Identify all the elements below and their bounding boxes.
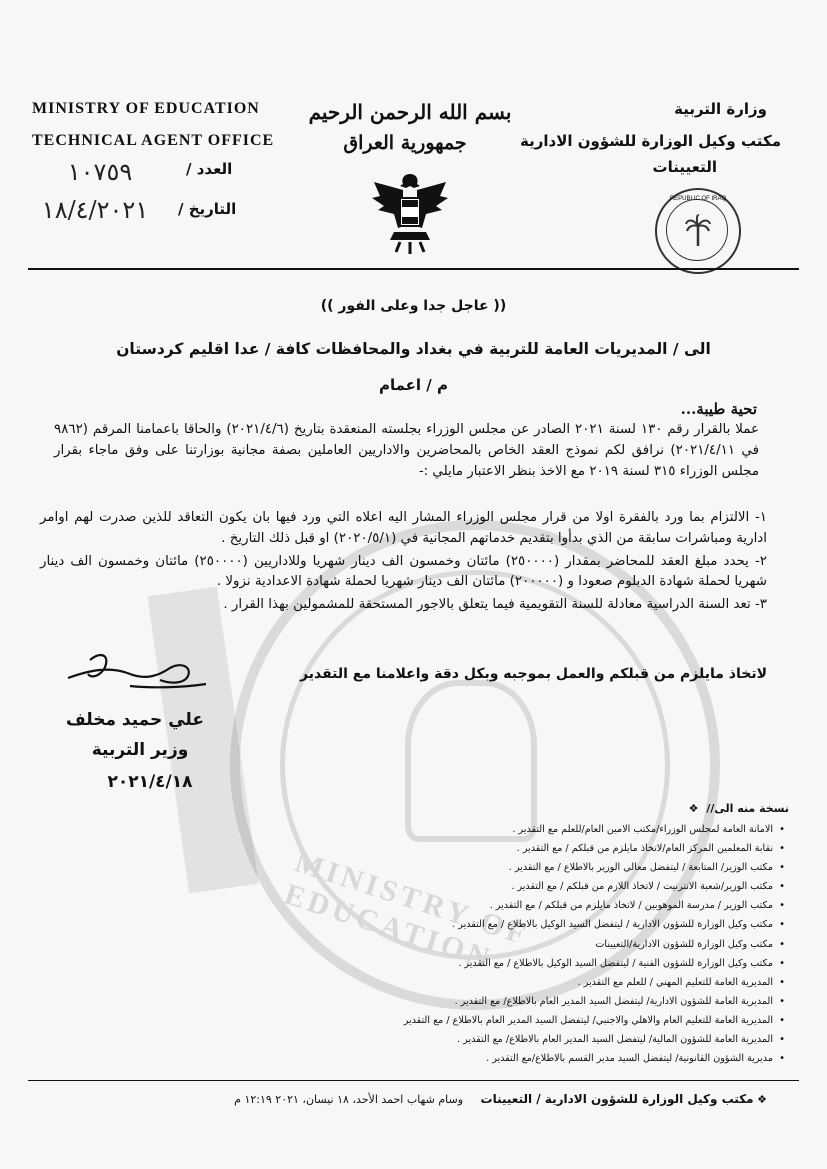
- watermark-emblem: [405, 680, 537, 842]
- date-handwritten: ١٨/٤/٢٠٢١: [41, 196, 149, 224]
- copy-recipient: • مكتب وكيل الوزارة للشؤون الفنية / ليتفضل السيد الوكيل بالاطلاع / مع التقدير .: [404, 954, 785, 973]
- closing-line: لاتخاذ مايلزم من قبلكم والعمل بموجبه وبكل دقة واعلامنا مع التقدير: [300, 666, 767, 682]
- footer-divider: [28, 1080, 799, 1081]
- copy-recipient: • نقابة المعلمين المركز العام/لاتخاذ مايلزم من قبلكم / مع التقدير .: [404, 839, 785, 858]
- copy-recipient: • مديرية الشؤون القانونية/ ليتفضل السيد مدير القسم بالاطلاع/مع التقدير .: [404, 1049, 785, 1068]
- signer-date: ٢٠٢١/٤/١٨: [107, 772, 193, 792]
- copy-recipient: • الامانة العامة لمجلس الوزراء/مكتب الامين العام/للعلم مع التقدير .: [404, 820, 785, 839]
- republic-of-iraq: جمهورية العراق: [343, 132, 467, 154]
- copies-heading: [689, 802, 789, 815]
- basmala: بسم الله الرحمن الرحيم: [308, 100, 512, 124]
- greeting: تحية طيبة...: [680, 400, 757, 418]
- intro-paragraph: عملا بالقرار رقم ١٣٠ لسنة ٢٠٢١ الصادر عن مجلس الوزراء بجلسته المنعقدة بتاريخ (٢٠٢١/٤/٦) والحاقا باعمامنا المرقم (٩٨٦٢ في ٢٠٢١/٤/١١) نرافق لكم نموذج العقد الخاص بالمحاضرين والاداريين العاملين بصفة مجانية بوزارتنا على وفق ماجاء بقرار مجلس الوزراء ٣١٥ لسنة ٢٠١٩ مع الاخذ بنظر الاعتبار مايلي :-: [54, 422, 759, 479]
- header-divider: [28, 268, 799, 270]
- en-office-title: TECHNICAL AGENT OFFICE: [32, 132, 275, 149]
- ministry-seal-text: REPUBLIC OF IRAQ: [669, 196, 727, 202]
- footer-office: مكتب وكيل الوزارة للشؤون الادارية / التعيينات: [480, 1092, 754, 1106]
- copy-recipient: • المديرية العامة للشؤون الادارية/ ليتفضل السيد المدير العام بالاطلاع/ مع التقدير .: [404, 992, 785, 1011]
- copies-list: [404, 820, 785, 1068]
- condition-item: ٣- تعد السنة الدراسية معادلة للسنة التقويمية فيما يتعلق بالاجور المستحقة للمشمولين بهذا القرار .: [223, 597, 767, 613]
- diamond-bullet-icon: ❖: [757, 1093, 767, 1106]
- watermark-text: MINISTRY OF EDUCATION: [280, 845, 533, 977]
- urgent-notice: (( عاجل جدا وعلى الفور )): [320, 298, 507, 314]
- footer-line: [234, 1092, 767, 1106]
- signer-title: وزير التربية: [91, 740, 189, 760]
- copy-recipient: • المديرية العامة للشؤون المالية/ ليتفضل السيد المدير العام بالاطلاع/ مع التقدير .: [404, 1030, 785, 1049]
- copy-recipient: • مكتب وكيل الوزارة للشؤون الادارية/التعيينات: [404, 935, 785, 954]
- en-ministry-title: MINISTRY OF EDUCATION: [32, 100, 260, 117]
- number-label: العدد /: [186, 160, 233, 178]
- number-handwritten: ١٠٧٥٩: [67, 158, 133, 186]
- iraq-eagle-emblem: [370, 168, 450, 256]
- ar-ministry-title: وزارة التربية: [674, 100, 767, 118]
- copy-recipient: • المديرية العامة للتعليم المهني / للعلم مع التقدير .: [404, 973, 785, 992]
- condition-item: ٢- يحدد مبلغ العقد للمحاضر بمقدار (٢٥٠٠٠٠) مائتان وخمسون الف دينار شهريا وللاداريين (٢٥٠٠٠٠) مائتان وخمسون الف دينار شهريا لحملة شهادة الدبلوم صعودا و (٢٠٠٠٠٠) مائتان الف دينار شهريا لحملة شهادة الاعدادية نزولا .: [40, 553, 767, 590]
- handwritten-signature: [60, 640, 210, 700]
- copies-heading-text: نسخة منه الى//: [706, 802, 789, 815]
- footer-stamp: وسام شهاب احمد الأحد، ١٨ نيسان، ٢٠٢١ ١٢:١٩ م: [234, 1093, 464, 1106]
- ar-office-title: مكتب وكيل الوزارة للشؤون الادارية: [520, 132, 781, 150]
- condition-item: ١- الالتزام بما ورد بالفقرة اولا من قرار مجلس الوزراء المشار اليه اعلاه التي ورد فيها بان يكون التعاقد للذين صدرت لهم اوامر ادارية ومباشرات سابقة من الذي بدأوا بتقديم خدماتهم المجانية في (٢٠٢٠/٥/١) او قبل ذلك التاريخ .: [40, 510, 767, 546]
- seal-palm-icon: [685, 214, 711, 248]
- conditions-list: [40, 508, 767, 616]
- copy-recipient: • مكتب الوزير/ المتابعة / ليتفضل معالي الوزير بالاطلاع / مع التقدير .: [404, 858, 785, 877]
- subject-line: م / اعمام: [379, 376, 448, 394]
- copy-recipient: • المديرية العامة للتعليم العام والاهلي والاجنبي/ ليتفضل السيد المدير العام بالاطلاع / مع التقدير: [404, 1011, 785, 1030]
- diamond-bullet-icon: ❖: [688, 802, 699, 815]
- addressee-line: الى / المديريات العامة للتربية في بغداد والمحافظات كافة / عدا اقليم كردستان: [116, 340, 711, 358]
- date-label: التاريخ /: [178, 200, 237, 218]
- copy-recipient: • مكتب الوزير/شعبة الانترنيت / لاتخاذ اللازم من قبلكم / مع التقدير .: [404, 877, 785, 896]
- signer-name: علي حميد مخلف: [66, 710, 204, 730]
- ministry-seal: [655, 188, 741, 274]
- copy-recipient: • مكتب وكيل الوزارة للشؤون الادارية / ليتفضل السيد الوكيل بالاطلاع / مع التقدير .: [404, 915, 785, 934]
- ar-department-title: التعيينات: [652, 158, 717, 176]
- copy-recipient: • مكتب الوزير / مدرسة الموهوبين / لاتخاذ مايلزم من قبلكم / مع التقدير .: [404, 896, 785, 915]
